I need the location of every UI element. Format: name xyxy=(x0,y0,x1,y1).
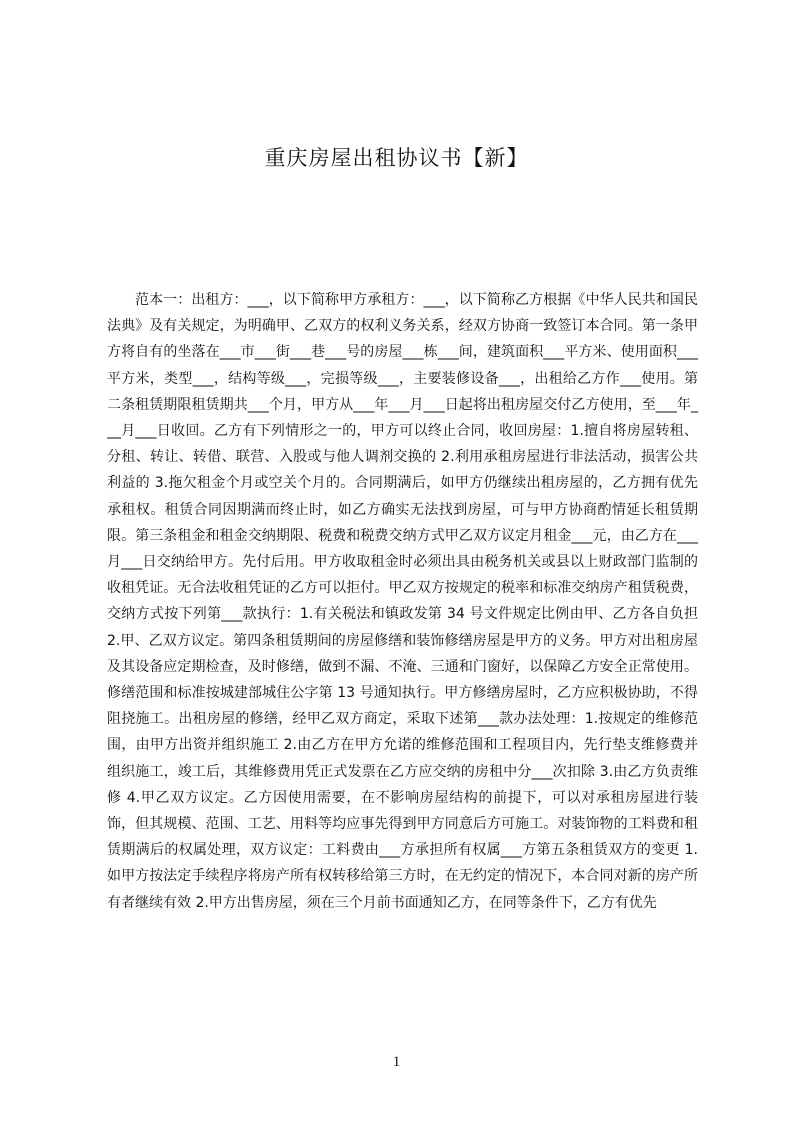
page-number: 1 xyxy=(392,1054,401,1070)
document-title: 重庆房屋出租协议书【新】 xyxy=(264,146,529,170)
document-body-paragraph: 范本一：出租方：___，以下简称甲方承租方：___，以下简称乙方根据《中华人民共和国民法典》及有关规定，为明确甲、乙双方的权利义务关系，经双方协商一致签订本合同。第一条甲方将自有的坐落在___市___街___巷___号的房屋___栋___间，建筑面积___平方米、使用面积___平方米，类型___，结构等级___，完损等级___，主要装修设备___，出租给乙方作___使用。第二条租赁期限租赁期共___个月，甲方从___年___月___日起将出租房屋交付乙方使用，至___年___月___日收回。乙方有下列情形之一的，甲方可以终止合同，收回房屋：1.擅自将房屋转租、分租、转让、转借、联营、入股或与他人调剂交换的 2.利用承租房屋进行非法活动，损害公共利益的 3.拖欠租金个月或空关个月的。合同期满后，如甲方仍继续出租房屋的，乙方拥有优先承租权。租赁合同因期满而终止时，如乙方确实无法找到房屋，可与甲方协商酌情延长租赁期限。第三条租金和租金交纳期限、税费和税费交纳方式甲乙双方议定月租金___元，由乙方在___月___日交纳给甲方。先付后用。甲方收取租金时必须出具由税务机关或县以上财政部门监制的收租凭证。无合法收租凭证的乙方可以拒付。甲乙双方按规定的税率和标准交纳房产租赁税费，交纳方式按下列第___款执行：1.有关税法和镇政发第 34 号文件规定比例由甲、乙方各自负担 2.甲、乙双方议定。第四条租赁期间的房屋修缮和装饰修缮房屋是甲方的义务。甲方对出租房屋及其设备应定期检查，及时修缮，做到不漏、不淹、三通和门窗好，以保障乙方安全正常使用。修缮范围和标准按城建部城住公字第 13 号通知执行。甲方修缮房屋时，乙方应积极协助，不得阻挠施工。出租房屋的修缮，经甲乙双方商定，采取下述第___款办法处理：1.按规定的维修范围，由甲方出资并组织施工 2.由乙方在甲方允诺的维修范围和工程项目内，先行垫支维修费并组织施工，竣工后，其维修费用凭正式发票在乙方应交纳的房租中分___次扣除 3.由乙方负责维修 4.甲乙双方议定。乙方因使用需要，在不影响房屋结构的前提下，可以对承租房屋进行装饰，但其规模、范围、工艺、用料等均应事先得到甲方同意后方可施工。对装饰物的工料费和租赁期满后的权属处理，双方议定：工料费由___方承担所有权属___方第五条租赁双方的变更 1.如甲方按法定手续程序将房产所有权转移给第三方时，在无约定的情况下，本合同对新的房产所有者继续有效 2.甲方出售房屋，须在三个月前书面通知乙方，在同等条件下，乙方有优先 xyxy=(107,292,698,911)
